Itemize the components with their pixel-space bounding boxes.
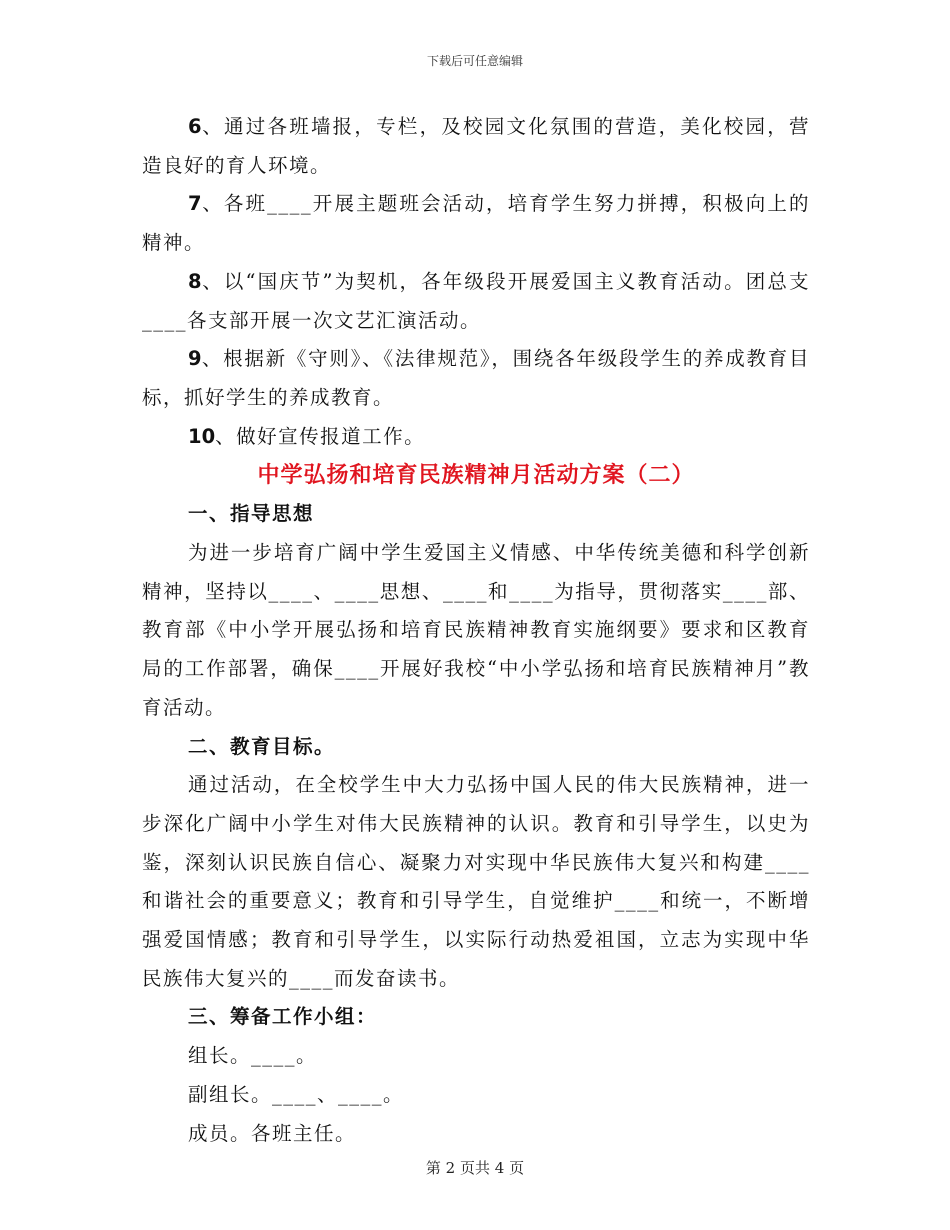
list-item-8: [142, 263, 810, 340]
item-number: 6: [188, 115, 202, 138]
section-heading-prep-group: 三、筹备工作小组：: [188, 1005, 378, 1029]
members-line: 成员。各班主任。: [188, 1121, 357, 1145]
list-item-6: [142, 108, 810, 185]
page-footer: 第 2 页共 4 页: [425, 1159, 525, 1177]
document-body: [142, 108, 810, 1153]
item-number: 7: [188, 192, 202, 216]
group-leader-line: 组长。____。: [188, 1044, 318, 1068]
section-heading-education-goals: 二、教育目标。: [188, 734, 336, 758]
section-heading-guiding-ideology: 一、指导思想: [188, 502, 315, 526]
item-text: 、做好宣传报道工作。: [215, 424, 426, 448]
item-text: 、以“国庆节”为契机，各年级段开展爱国主义教育活动。团总支____各支部开展一次文艺汇演活动。: [142, 269, 810, 332]
page-header: 下载后可任意编辑: [426, 54, 523, 68]
item-number: 10: [188, 424, 216, 448]
item-text: 、根据新《守则》、《法律规范》，围绕各年级段学生的养成教育目标，抓好学生的养成教育。: [142, 347, 810, 409]
deputy-leader-line: 副组长。____、____。: [188, 1082, 405, 1106]
list-item-7: [142, 185, 810, 262]
item-number: 8: [188, 269, 202, 293]
list-item-9: [142, 340, 810, 417]
list-item-10: [142, 418, 810, 457]
section-body-guiding-ideology: 为进一步培育广阔中学生爱国主义情感、中华传统美德和科学创新精神，坚持以____、____思想、____和____为指导，贯彻落实____部、教育部《中小学开展弘扬和培育民族精神教育实施纲要》要求和区教育局的工作部署，确保____开展好我校“中小学弘扬和培育民族精神月”教育活动。: [142, 541, 810, 719]
item-text: 、通过各班墙报，专栏，及校园文化氛围的营造，美化校园，营造良好的育人环境。: [142, 115, 810, 177]
item-number: 9: [188, 347, 202, 371]
item-text: 、各班____开展主题班会活动，培育学生努力拼搏，积极向上的精神。: [142, 192, 810, 255]
document-title: 中学弘扬和培育民族精神月活动方案（二）: [257, 462, 695, 489]
section-body-education-goals: 通过活动，在全校学生中大力弘扬中国人民的伟大民族精神，进一步深化广阔中小学生对伟大民族精神的认识。教育和引导学生，以史为鉴，深刻认识民族自信心、凝聚力对实现中华民族伟大复兴和构建____和谐社会的重要意义；教育和引导学生，自觉维护____和统一，不断增强爱国情感；教育和引导学生，以实际行动热爱祖国，立志为实现中华民族伟大复兴的____而发奋读书。: [142, 773, 810, 990]
